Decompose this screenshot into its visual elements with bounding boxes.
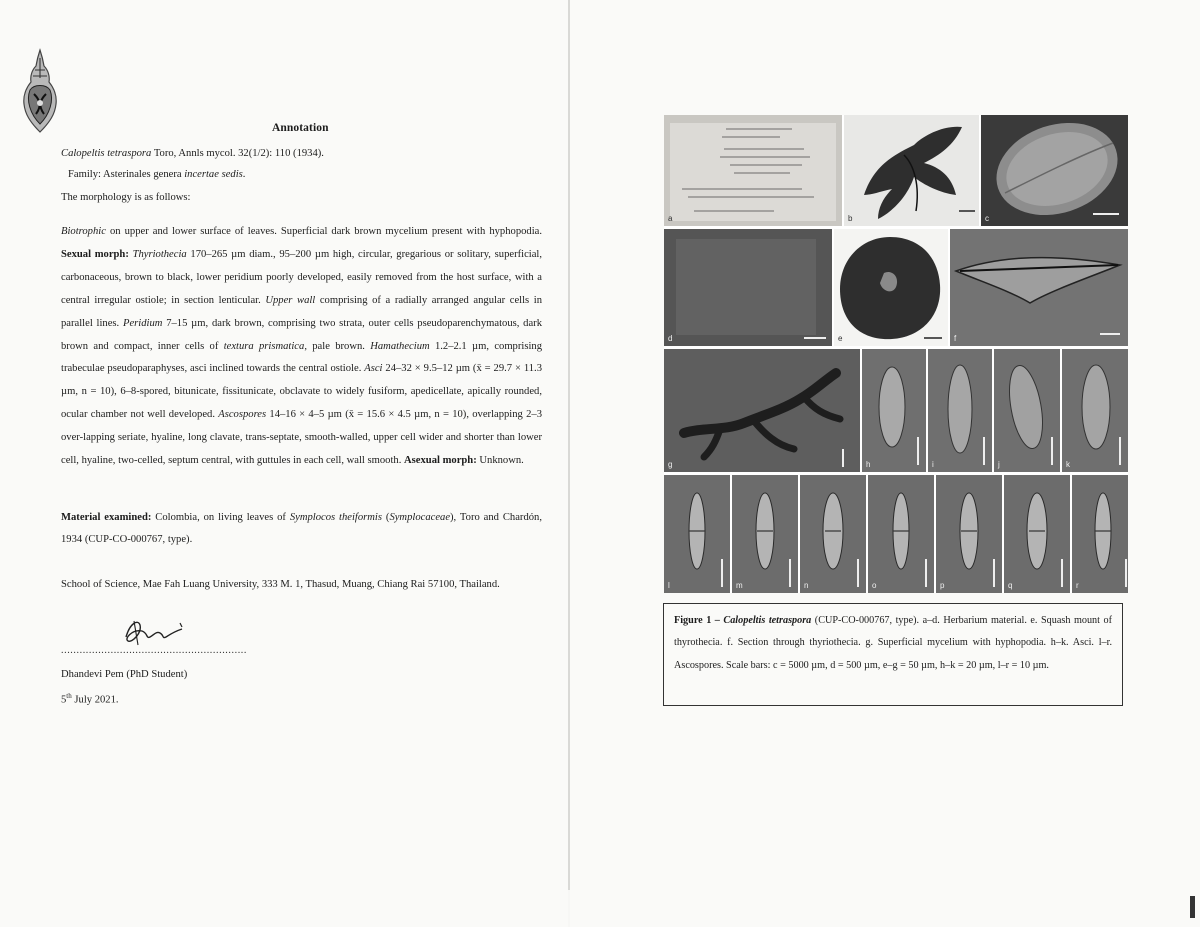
text-run: Asexual morph: (404, 455, 477, 467)
text-run: Symplocos theiformis (289, 512, 382, 523)
left-page (0, 0, 568, 927)
text-run: Sexual morph: (61, 248, 129, 260)
panel-label: b (848, 214, 853, 223)
text-run: Calopeltis tetraspora (723, 615, 812, 626)
panel-r-ascospore (1072, 475, 1128, 593)
text-run: Unknown. (476, 455, 524, 467)
citation-authority: Toro, Annls mycol. 32(1/2): 110 (1934). (151, 148, 324, 159)
panel-b-leaves (844, 115, 979, 226)
text-run: Upper wall (265, 294, 316, 306)
scan-edge-mark (1190, 896, 1195, 918)
panel-q-ascospore (1004, 475, 1070, 593)
panel-k-ascus (1062, 349, 1128, 472)
panel-label: j (998, 460, 1000, 469)
university-crest-icon (20, 48, 60, 134)
author-name: Dhandevi Pem (PhD Student) (61, 669, 188, 680)
text-run: ), Toro and Chardón, 1934 (CUP-CO-000767, type). (61, 512, 542, 545)
text-run: Symplocaceae (389, 512, 451, 523)
text-run: 14–16 × 4–5 µm (x̄ = 15.6 × 4.5 µm, n = 10), overlapping 2–3 over-lapping seriate, hyaline, long clavate, trans-septate, smooth-walled, upper cell wider and shorter than lower cell, hyaline, two-celled, septum central, with guttules in each cell, wall smooth. (61, 409, 543, 467)
panel-m-ascospore (732, 475, 798, 593)
text-run: 170–265 µm diam., 95–200 µm high, circular, gregarious or solitary, superficial, carbonaceous, brown to black, lower peridium poorly developed, easily removed from the host surface, with a central irregular ostiole; in section lenticular. (61, 248, 543, 306)
text-run: Biotrophic (61, 226, 106, 237)
panel-label: h (866, 460, 871, 469)
panel-a-herbarium-label (664, 115, 842, 226)
panel-label: r (1076, 581, 1079, 590)
panel-n-ascospore (800, 475, 866, 593)
signature-icon (118, 615, 190, 649)
text-run: comprising of a radially arranged angular cells in parallel lines. (61, 294, 543, 329)
panel-label: i (932, 460, 934, 469)
family-suffix: . (242, 169, 246, 180)
panel-label: g (668, 460, 673, 469)
text-run: Ascospores (218, 409, 267, 421)
author-address: School of Science, Mae Fah Luang University, 333 M. 1, Thasud, Muang, Chiang Rai 57100, Thailand. (61, 579, 500, 590)
panel-label: o (872, 581, 877, 590)
panel-p-ascospore (936, 475, 1002, 593)
figure-plate (664, 115, 1128, 593)
species-name: Calopeltis tetraspora (61, 148, 152, 159)
family-line (68, 168, 245, 181)
signature-line: ............................................................ (61, 645, 247, 656)
panel-j-ascus (994, 349, 1060, 472)
family-status: incertae sedis (184, 169, 243, 180)
panel-label: m (736, 581, 743, 590)
morphology-intro: The morphology is as follows: (61, 192, 191, 203)
citation-line (61, 147, 324, 160)
family-prefix: Family: Asterinales genera (68, 169, 185, 180)
text-run: Peridium (122, 317, 163, 329)
text-run: (CUP-CO-000767, type). a–d. Herbarium material. e. Squash mount of thyrothecia. f. Section through thyriothecia. g. Superficial mycelium with hyphopodia. h–k. Asci. l–r. Ascospores. Scale bars: c = 5000 µm, d = 500 µm, e–g = 50 µm, h–k = 20 µm, l–r = 10 µm. (674, 615, 1112, 671)
panel-i-ascus (928, 349, 992, 472)
panel-label: d (668, 334, 673, 343)
text-run: Asci (364, 363, 383, 375)
panel-l-ascospore (664, 475, 730, 593)
text-run: Colombia, on living leaves of (151, 512, 290, 523)
text-run: 24–32 × 9.5–12 µm (x̄ = 29.7 × 11.3 µm, n = 10), 6–8-spored, bitunicate, fissitunicate, obclavate to widely fusiform, apedicellate, apically rounded, ocular chamber not well developed. (61, 363, 542, 421)
text-run: Thyriothecia (132, 248, 187, 260)
text-run: , pale brown. (304, 340, 371, 352)
panel-g-mycelium (664, 349, 860, 472)
text-run: ( (382, 512, 390, 523)
panel-label: n (804, 581, 809, 590)
panel-o-ascospore (868, 475, 934, 593)
panel-label: q (1008, 581, 1013, 590)
annotation-heading: Annotation (272, 122, 329, 134)
panel-label: e (838, 334, 843, 343)
text-run: 7–15 µm, dark brown, comprising two strata, outer cells pseudoparenchymatous, dark brown and compact, inner cells of (61, 317, 542, 352)
text-run: Material examined: (61, 512, 152, 523)
panel-f-section (950, 229, 1128, 346)
text-run: Hamathecium (370, 340, 430, 352)
text-run: 1.2–2.1 µm, comprising trabeculae pseudoparaphyses, asci inclined towards the central ostiole. (61, 340, 542, 375)
panel-label: f (954, 334, 957, 343)
panel-label: l (668, 581, 670, 590)
panel-c-leaf-detail (981, 115, 1128, 226)
panel-label: k (1066, 460, 1070, 469)
panel-label: p (940, 581, 945, 590)
date-day: 5 (61, 694, 67, 706)
text-run: on upper and lower surface of leaves. Superficial dark brown mycelium present with hyphopodia. (105, 226, 542, 237)
text-run: Figure 1 – (674, 615, 724, 626)
panel-label: c (985, 214, 989, 223)
morphology-description (61, 221, 542, 473)
panel-label: a (668, 214, 673, 223)
date-rest: July 2021. (71, 694, 119, 706)
text-run: textura prismatica (223, 340, 305, 352)
panel-d-leaf-surface (664, 229, 832, 346)
panel-e-squash-mount (834, 229, 948, 346)
date-ordinal: th (66, 692, 72, 700)
material-examined (61, 507, 542, 551)
panel-h-ascus (862, 349, 926, 472)
figure-caption (663, 603, 1123, 706)
date-line (61, 690, 119, 707)
